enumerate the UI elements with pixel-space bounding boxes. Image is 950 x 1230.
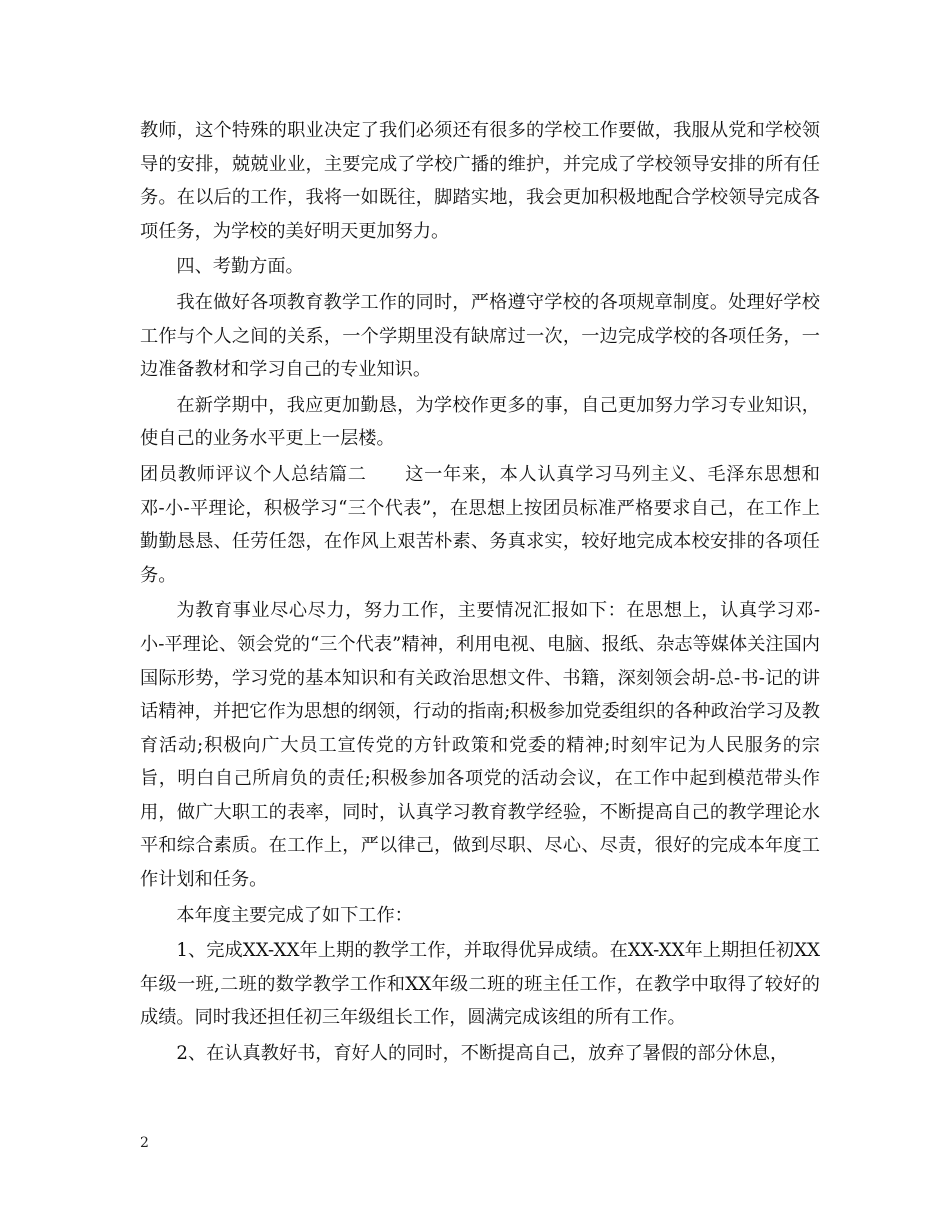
document-body: [140, 114, 820, 1073]
paragraph-1: 教师，这个特殊的职业决定了我们必须还有很多的学校工作要做，我服从党和学校领导的安排，兢兢业业，主要完成了学校广播的维护，并完成了学校领导安排的所有任务。在以后的工作，我将一如既往，脚踏实地，我会更加积极地配合学校领导完成各项任务，为学校的美好明天更加努力。: [140, 120, 820, 242]
section-title: 团员教师评议个人总结篇二: [140, 463, 367, 485]
page-number: 2: [140, 1135, 149, 1151]
paragraph-3: 我在做好各项教育教学工作的同时，严格遵守学校的各项规章制度。处理好学校工作与个人之间的关系，一个学期里没有缺席过一次，一边完成学校的各项任务，一边准备教材和学习自己的专业知识。: [140, 291, 820, 381]
section-intro-text: 这一年来，本人认真学习马列主义、毛泽东思想和邓-小-平理论，积极学习“三个代表”，在思想上按团员标准严格要求自己，在工作上勤勤恳恳、任劳任怨，在作风上艰苦朴素、务真求实，较好地完成本校安排的各项任务。: [140, 463, 820, 586]
paragraph-6: 本年度主要完成了如下工作：: [176, 904, 413, 926]
paragraph-7: 1、完成XX-XX年上期的教学工作，并取得优异成绩。在XX-XX年上期担任初XX年级一班,二班的数学教学工作和XX年级二班的班主任工作，在教学中取得了较好的成绩。同时我还担任初三年级组长工作，圆满完成该组的所有工作。: [140, 940, 820, 1029]
paragraph-4: 在新学期中，我应更加勤恳，为学校作更多的事，自己更加努力学习专业知识，使自己的业务水平更上一层楼。: [140, 394, 820, 450]
paragraph-5: 为教育事业尽心尽力，努力工作，主要情况汇报如下：在思想上，认真学习邓-小-平理论、领会党的“三个代表”精神，利用电视、电脑、报纸、杂志等媒体关注国内国际形势，学习党的基本知识和有关政治思想文件、书籍，深刻领会胡-总-书-记的讲话精神，并把它作为思想的纲领，行动的指南;积极参加党委组织的各种政治学习及教育活动;积极向广大员工宣传党的方针政策和党委的精神;时刻牢记为人民服务的宗旨，明白自己所肩负的责任;积极参加各项党的活动会议，在工作中起到模范带头作用，做广大职工的表率，同时，认真学习教育教学经验，不断提高自己的教学理论水平和综合素质。在工作上，严以律己，做到尽职、尽心、尽责，很好的完成本年度工作计划和任务。: [140, 600, 820, 891]
paragraph-2-heading: 四、考勤方面。: [176, 256, 304, 278]
section-paragraph: [140, 458, 820, 592]
paragraph-8: 2、在认真教好书，育好人的同时，不断提高自己，放弃了暑假的部分休息，: [176, 1043, 789, 1065]
